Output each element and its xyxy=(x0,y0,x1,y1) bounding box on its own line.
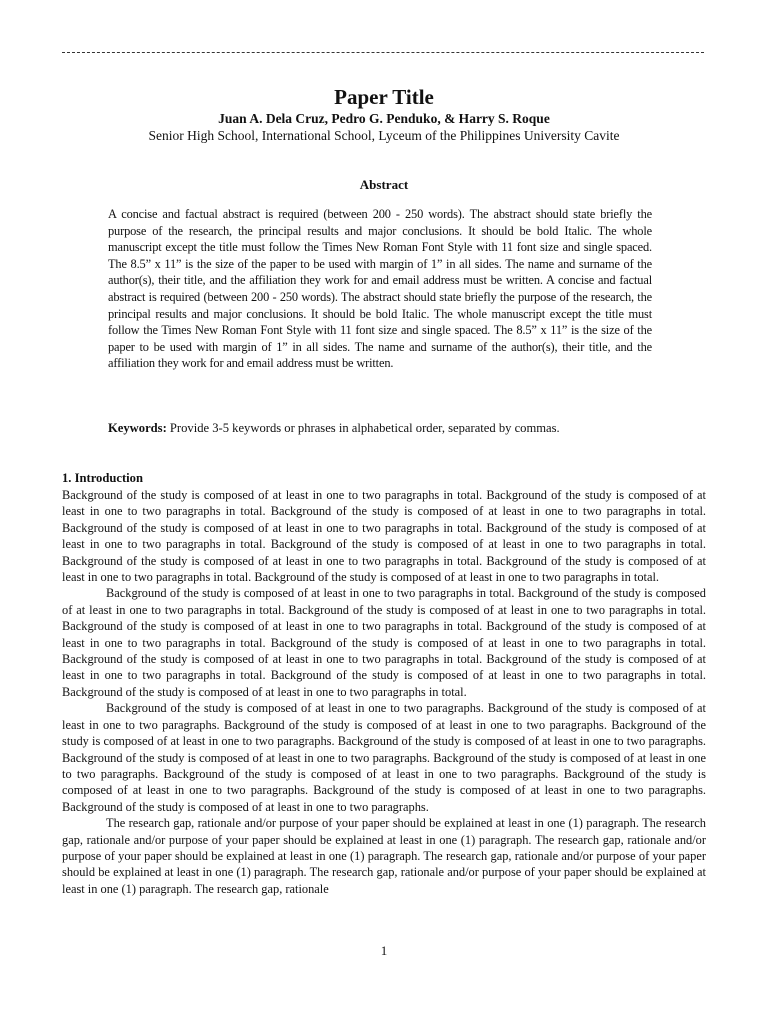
keywords-line xyxy=(108,420,668,436)
author-affiliation: Senior High School, International School, Lyceum of the Philippines University Cavite xyxy=(148,128,620,143)
intro-paragraph-4: The research gap, rationale and/or purpose of your paper should be explained at least in one (1) paragraph. The research gap, rationale and/or purpose of your paper should be explained at least in one (1) paragraph. The research gap, rationale and/or purpose of your paper should be explained at least in one (1) paragraph. The research gap, rationale and/or purpose of your paper should be explained at least in one (1) paragraph. The research gap, rationale and/or purpose of your paper should be explained at least in one (1) paragraph. The research gap, rationale xyxy=(62,816,706,896)
abstract-heading: Abstract xyxy=(359,177,409,192)
header-rule xyxy=(62,52,704,53)
keywords-label: Keywords: xyxy=(108,421,167,435)
intro-paragraph-1: Background of the study is composed of at least in one to two paragraphs in total. Background of the study is composed of at least in one to two paragraphs in total. Background of the study is composed of at least in one to two paragraphs in total. Background of the study is composed of at least in one to two paragraphs in total. Background of the study is composed of at least in one to two paragraphs in total. Background of the study is composed of at least in one to two paragraphs in total. Background of the study is composed of at least in one to two paragraphs in total. Background of the study is composed of at least in one to two paragraphs in total. Background of the study is composed of at least in one to two paragraphs in total. xyxy=(62,488,706,585)
page-number: 1 xyxy=(380,943,388,958)
keywords-text: Provide 3-5 keywords or phrases in alphabetical order, separated by commas. xyxy=(166,421,560,435)
introduction-heading: 1. Introduction xyxy=(62,471,143,485)
introduction-body xyxy=(62,487,706,897)
paper-title: Paper Title xyxy=(334,85,434,109)
abstract-text: A concise and factual abstract is required (between 200 - 250 words). The abstract should state briefly the purpose of the research, the principal results and major conclusions. It should be bold Italic. The whole manuscript except the title must follow the Times New Roman Font Style with 11 font size and single spaced. The 8.5” x 11” is the size of the paper to be used with margin of 1” in all sides. The name and surname of the author(s), their title, and the affiliation they work for and email address must be written. A concise and factual abstract is required (between 200 - 250 words). The abstract should state briefly the purpose of the research, the principal results and major conclusions. It should be bold Italic. The whole manuscript except the title must follow the Times New Roman Font Style with 11 font size and single spaced. The 8.5” x 11” is the size of the paper to be used with margin of 1” in all sides. The name and surname of the author(s), their title, and the affiliation they work for and email address must be written. xyxy=(108,207,652,371)
author-list: Juan A. Dela Cruz, Pedro G. Penduko, & Harry S. Roque xyxy=(218,111,550,126)
intro-paragraph-3: Background of the study is composed of at least in one to two paragraphs. Background of the study is composed of at least in one to two paragraphs. Background of the study is composed of at least in one to two paragraphs. Background of the study is composed of at least in one to two paragraphs. Background of the study is composed of at least in one to two paragraphs. Background of the study is composed of at least in one to two paragraphs. Background of the study is composed of at least in one to two paragraphs. Background of the study is composed of at least in one to two paragraphs. Background of the study is composed of at least in one to two paragraphs. Background of the study is composed of at least in one to two paragraphs. Background of the study is composed of at least in one to two paragraphs. xyxy=(62,701,706,814)
intro-paragraph-2: Background of the study is composed of at least in one to two paragraphs in total. Background of the study is composed of at least in one to two paragraphs in total. Background of the study is composed of at least in one to two paragraphs in total. Background of the study is composed of at least in one to two paragraphs in total. Background of the study is composed of at least in one to two paragraphs in total. Background of the study is composed of at least in one to two paragraphs in total. Background of the study is composed of at least in one to two paragraphs in total. Background of the study is composed of at least in one to two paragraphs in total. Background of the study is composed of at least in one to two paragraphs in total. Background of the study is composed of at least in one to two paragraphs in total. xyxy=(62,586,706,699)
